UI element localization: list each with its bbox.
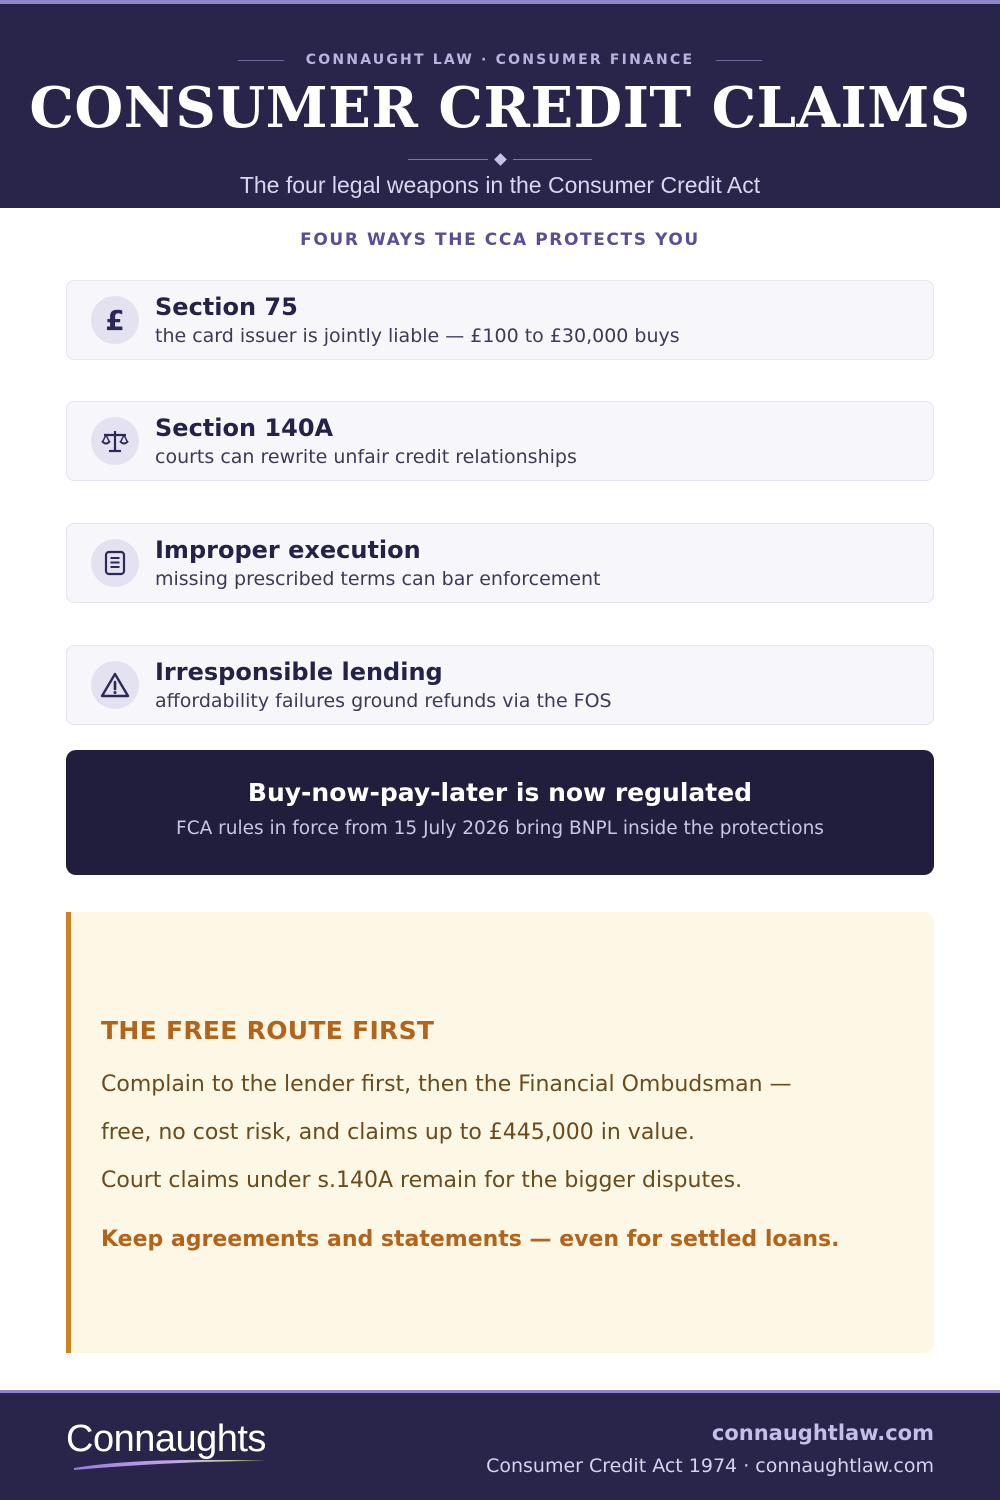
protection-card-section-140a (66, 401, 934, 481)
kicker-divider-left (238, 60, 284, 61)
protection-card-section-75 (66, 280, 934, 360)
card-title: Section 140A (155, 414, 334, 442)
callout-line: free, no cost risk, and claims up to £445,000 in value. (101, 1120, 695, 1145)
connaughts-logo: Connaughts (66, 1418, 266, 1460)
card-description: the card issuer is jointly liable — £100 to £30,000 buys (155, 325, 680, 347)
footer (0, 1390, 1000, 1500)
footer-note: Consumer Credit Act 1974 · connaughtlaw.com (486, 1455, 934, 1477)
card-title: Section 75 (155, 293, 298, 321)
warning-icon (91, 661, 139, 709)
card-description: affordability failures ground refunds via the FOS (155, 690, 612, 712)
kicker-row (0, 48, 1000, 72)
footer-website-link[interactable]: connaughtlaw.com (711, 1421, 934, 1445)
free-route-callout (66, 912, 934, 1353)
logo-swoosh-icon (70, 1457, 270, 1473)
card-title: Improper execution (155, 536, 421, 564)
callout-line: Court claims under s.140A remain for the bigger disputes. (101, 1168, 743, 1193)
callout-line: Complain to the lender first, then the Financial Ombudsman — (101, 1072, 792, 1097)
card-title: Irresponsible lending (155, 658, 443, 686)
banner-title: Buy-now-pay-later is now regulated (247, 778, 753, 807)
kicker: CONNAUGHT LAW · CONSUMER FINANCE (305, 52, 695, 68)
section-heading: FOUR WAYS THE CCA PROTECTS YOU (300, 230, 700, 250)
header (0, 0, 1000, 208)
page-subtitle: The four legal weapons in the Consumer Credit Act (239, 172, 761, 198)
bnpl-banner (66, 750, 934, 875)
scales-icon (91, 417, 139, 465)
kicker-divider-right (716, 60, 762, 61)
page-title: CONSUMER CREDIT CLAIMS (29, 75, 971, 141)
card-description: missing prescribed terms can bar enforcement (155, 568, 601, 590)
callout-title: THE FREE ROUTE FIRST (101, 1016, 435, 1045)
protection-card-irresponsible-lending (66, 645, 934, 725)
callout-emphasis: Keep agreements and statements — even for settled loans. (101, 1227, 840, 1252)
title-ornament (408, 152, 592, 166)
protection-card-improper-execution (66, 523, 934, 603)
diamond-icon (494, 153, 507, 166)
banner-subtitle: FCA rules in force from 15 July 2026 bring BNPL inside the protections (176, 818, 824, 839)
document-icon (91, 539, 139, 587)
card-description: courts can rewrite unfair credit relationships (155, 446, 577, 468)
pound-sign-icon: £ (91, 296, 139, 344)
